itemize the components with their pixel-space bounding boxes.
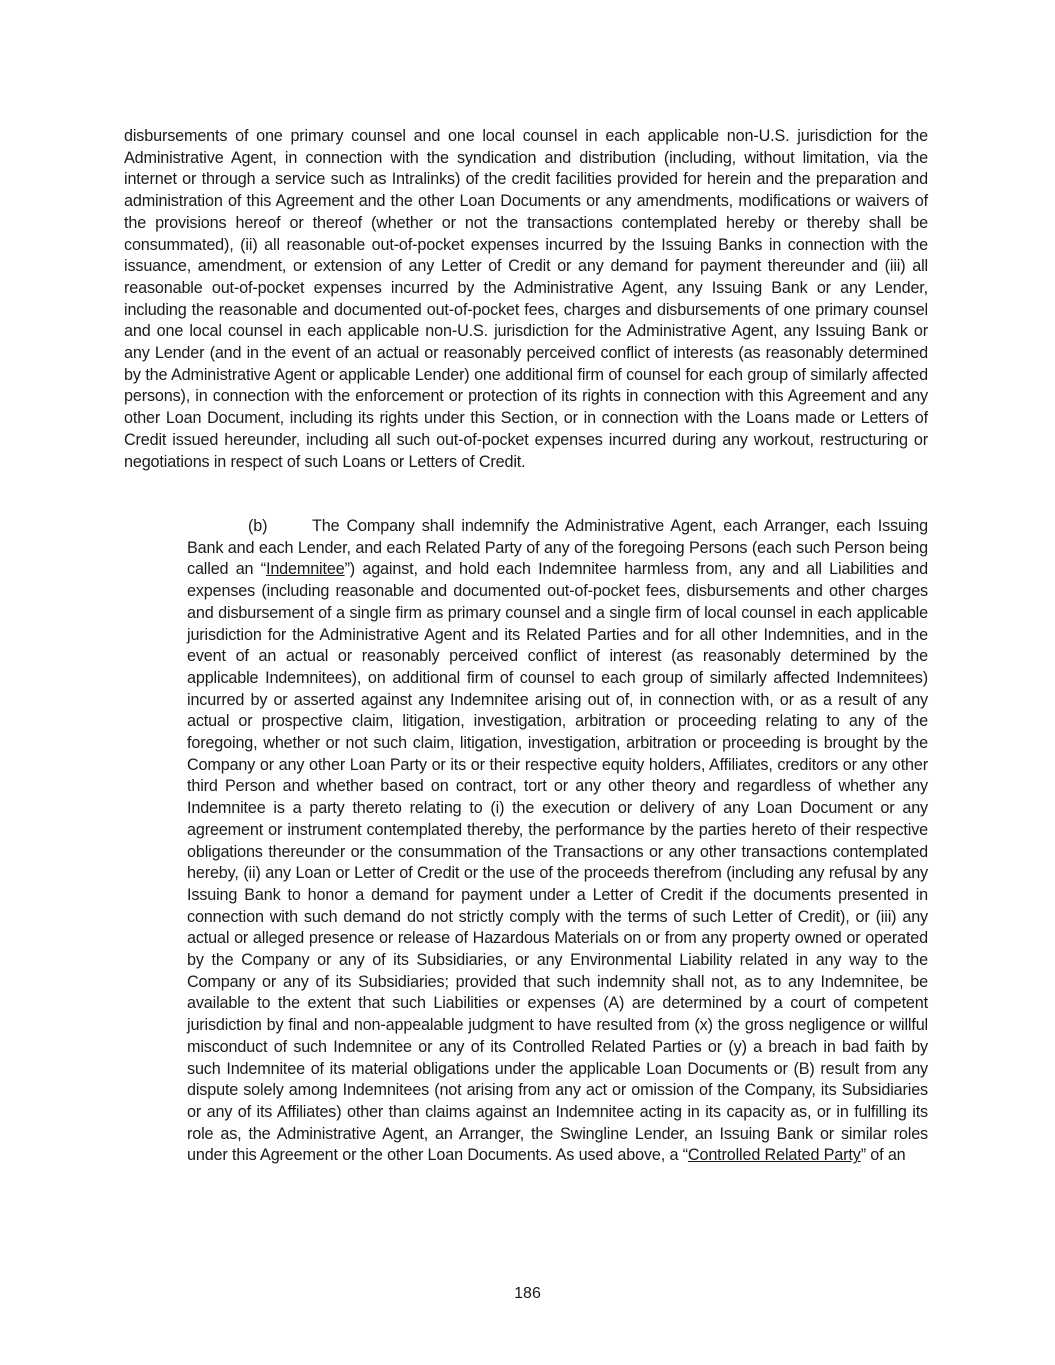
paragraph-b-text-3: ” of an: [860, 1146, 906, 1165]
paragraph-b-label: (b): [248, 517, 268, 535]
defined-term-indemnitee: Indemnitee: [265, 560, 345, 579]
paragraph-b-indemnification: [187, 516, 928, 1167]
page-number: 186: [514, 1285, 541, 1302]
paragraph-b-text-2: ”) against, and hold each Indemnitee harmless from, any and all Liabilities and expenses (including reasonable and documented out-of-pocket fees, disbursements and other charges and disbursement of a single firm as primary counsel and a single firm of local counsel in each applicable jurisdiction for the Administrative Agent and its Related Parties and for all other Indemnities, and in the event of an actual or reasonably perceived conflict of interest (as reasonably determined by the applicable Indemnitees), on additional firm of counsel to each group of similarly affected Indemnitees) incurred by or asserted against any Indemnitee arising out of, in connection with, or as a result of any actual or prospective claim, litigation, investigation, arbitration or proceeding relating to any of the foregoing, whether or not such claim, litigation, investigation, arbitration or proceeding is brought by the Company or any other Loan Party or its or their respective equity holders, Affiliates, creditors or any other third Person and whether based on contract, tort or any other theory and regardless of whether any Indemnitee is a party thereto relating to (i) the execution or delivery of any Loan Document or any agreement or instrument contemplated thereby, the performance by the parties hereto of their respective obligations thereunder or the consummation of the Transactions or any other transactions contemplated hereby, (ii) any Loan or Letter of Credit or the use of the proceeds therefrom (including any refusal by any Issuing Bank to honor a demand for payment under a Letter of Credit if the documents presented in connection with such demand do not strictly comply with the terms of such Letter of Credit), or (iii) any actual or alleged presence or release of Hazardous Materials on or from any property owned or operated by the Company or any of its Subsidiaries, or any Environmental Liability related in any way to the Company or any of its Subsidiaries; provided that such indemnity shall not, as to any Indemnitee, be available to the extent that such Liabilities or expenses (A) are determined by a court of competent jurisdiction by final and non-appealable judgment to have resulted from (x) the gross negligence or willful misconduct of such Indemnitee or any of its Controlled Related Parties or (y) a breach in bad faith by such Indemnitee of its material obligations under the applicable Loan Documents or (B) result from any dispute solely among Indemnitees (not arising from any act or omission of the Company, its Subsidiaries or any of its Affiliates) other than claims against an Indemnitee acting in its capacity as, or in fulfilling its role as, the Administrative Agent, an Arranger, the Swingline Lender, an Issuing Bank or similar roles under this Agreement or the other Loan Documents. As used above, a “: [187, 560, 928, 1165]
paragraph-expenses-continued: disbursements of one primary counsel and one local counsel in each applicable non-U.S. jurisdiction for the Administrative Agent, in connection with the syndication and distribution (including, without limitation, via the internet or through a service such as Intralinks) of the credit facilities provided for herein and the preparation and administration of this Agreement and the other Loan Documents or any amendments, modifications or waivers of the provisions hereof or thereof (whether or not the transactions contemplated hereby or thereby shall be consummated), (ii) all reasonable out-of-pocket expenses incurred by the Issuing Banks in connection with the issuance, amendment, or extension of any Letter of Credit or any demand for payment thereunder and (iii) all reasonable out-of-pocket expenses incurred by the Administrative Agent, any Issuing Bank or any Lender, including the reasonable and documented out-of-pocket fees, charges and disbursements of one primary counsel and one local counsel in each applicable non-U.S. jurisdiction for the Administrative Agent, any Issuing Bank or any Lender (and in the event of an actual or reasonably perceived conflict of interests (as reasonably determined by the Administrative Agent or applicable Lender) one additional firm of counsel for each group of similarly affected persons), in connection with the enforcement or protection of its rights in connection with this Agreement and any other Loan Document, including its rights under this Section, or in connection with the Loans made or Letters of Credit issued hereunder, including all such out-of-pocket expenses incurred during any workout, restructuring or negotiations in respect of such Loans or Letters of Credit.: [124, 127, 928, 471]
defined-term-controlled-related-party: Controlled Related Party: [687, 1146, 861, 1165]
paragraph-b-text-1: The Company shall indemnify the Administrative Agent, each Arranger, each Issuing Bank and each Lender, and each Related Party of any of the foregoing Persons (each such Person being called an “: [187, 517, 928, 579]
